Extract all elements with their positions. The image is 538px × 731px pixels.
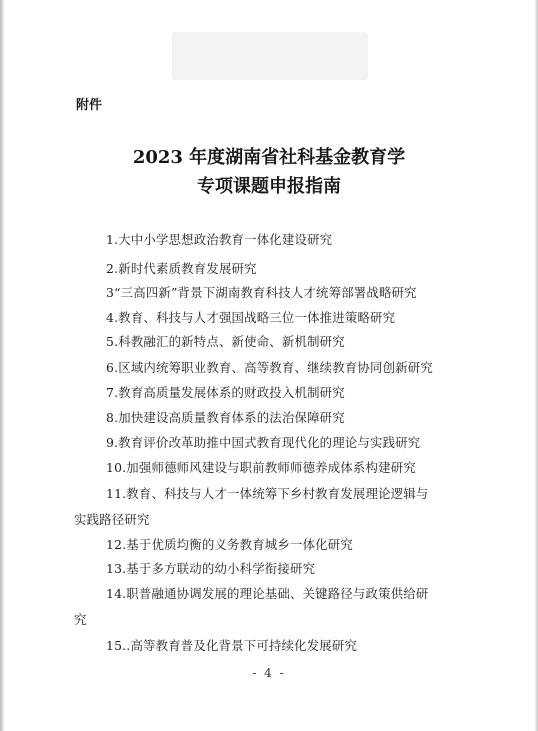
faded-stamp-area (172, 32, 368, 80)
document-title-line-2: 专项课题申报指南 (197, 176, 341, 197)
page-edge-shadow-left (0, 0, 4, 731)
guide-item-1: 1.大中小学思想政治教育一体化建设研究 (106, 232, 333, 247)
guide-item-13: 13.基于多方联动的幼小科学衔接研究 (106, 561, 316, 576)
document-title-line-1: 2023 年度湖南省社科基金教育学 (132, 147, 406, 168)
guide-item-11-line-2: 实践路径研究 (74, 512, 150, 527)
guide-item-3: 3“三高四新”背景下湖南教育科技人才统筹部署战略研究 (106, 285, 417, 300)
guide-item-15: 15..高等教育普及化背景下可持续化发展研究 (106, 638, 358, 653)
guide-item-8: 8.加快建设高质量教育体系的法治保障研究 (106, 410, 345, 425)
guide-item-4: 4.教育、科技与人才强国战略三位一体推进策略研究 (106, 310, 396, 325)
guide-item-7: 7.教育高质量发展体系的财政投入机制研究 (106, 385, 345, 400)
guide-item-2: 2.新时代素质教育发展研究 (106, 261, 257, 276)
guide-item-14-line-1: 14.职普融通协调发展的理论基础、关键路径与政策供给研 (106, 586, 429, 601)
guide-item-10: 10.加强师德师风建设与职前教师师德养成体系构建研究 (106, 460, 416, 475)
guide-item-11-line-1: 11.教育、科技与人才一体统筹下乡村教育发展理论逻辑与 (106, 486, 429, 501)
guide-item-12: 12.基于优质均衡的义务教育城乡一体化研究 (106, 537, 353, 552)
attachment-label: 附件 (76, 98, 103, 113)
guide-item-5: 5.科教融汇的新特点、新使命、新机制研究 (106, 334, 345, 349)
guide-item-14-line-2: 究 (74, 612, 87, 627)
guide-item-6: 6.区域内统筹职业教育、高等教育、继续教育协同创新研究 (106, 360, 433, 375)
page-number: - 4 - (252, 666, 286, 680)
guide-item-9: 9.教育评价改革助推中国式教育现代化的理论与实践研究 (106, 435, 421, 450)
